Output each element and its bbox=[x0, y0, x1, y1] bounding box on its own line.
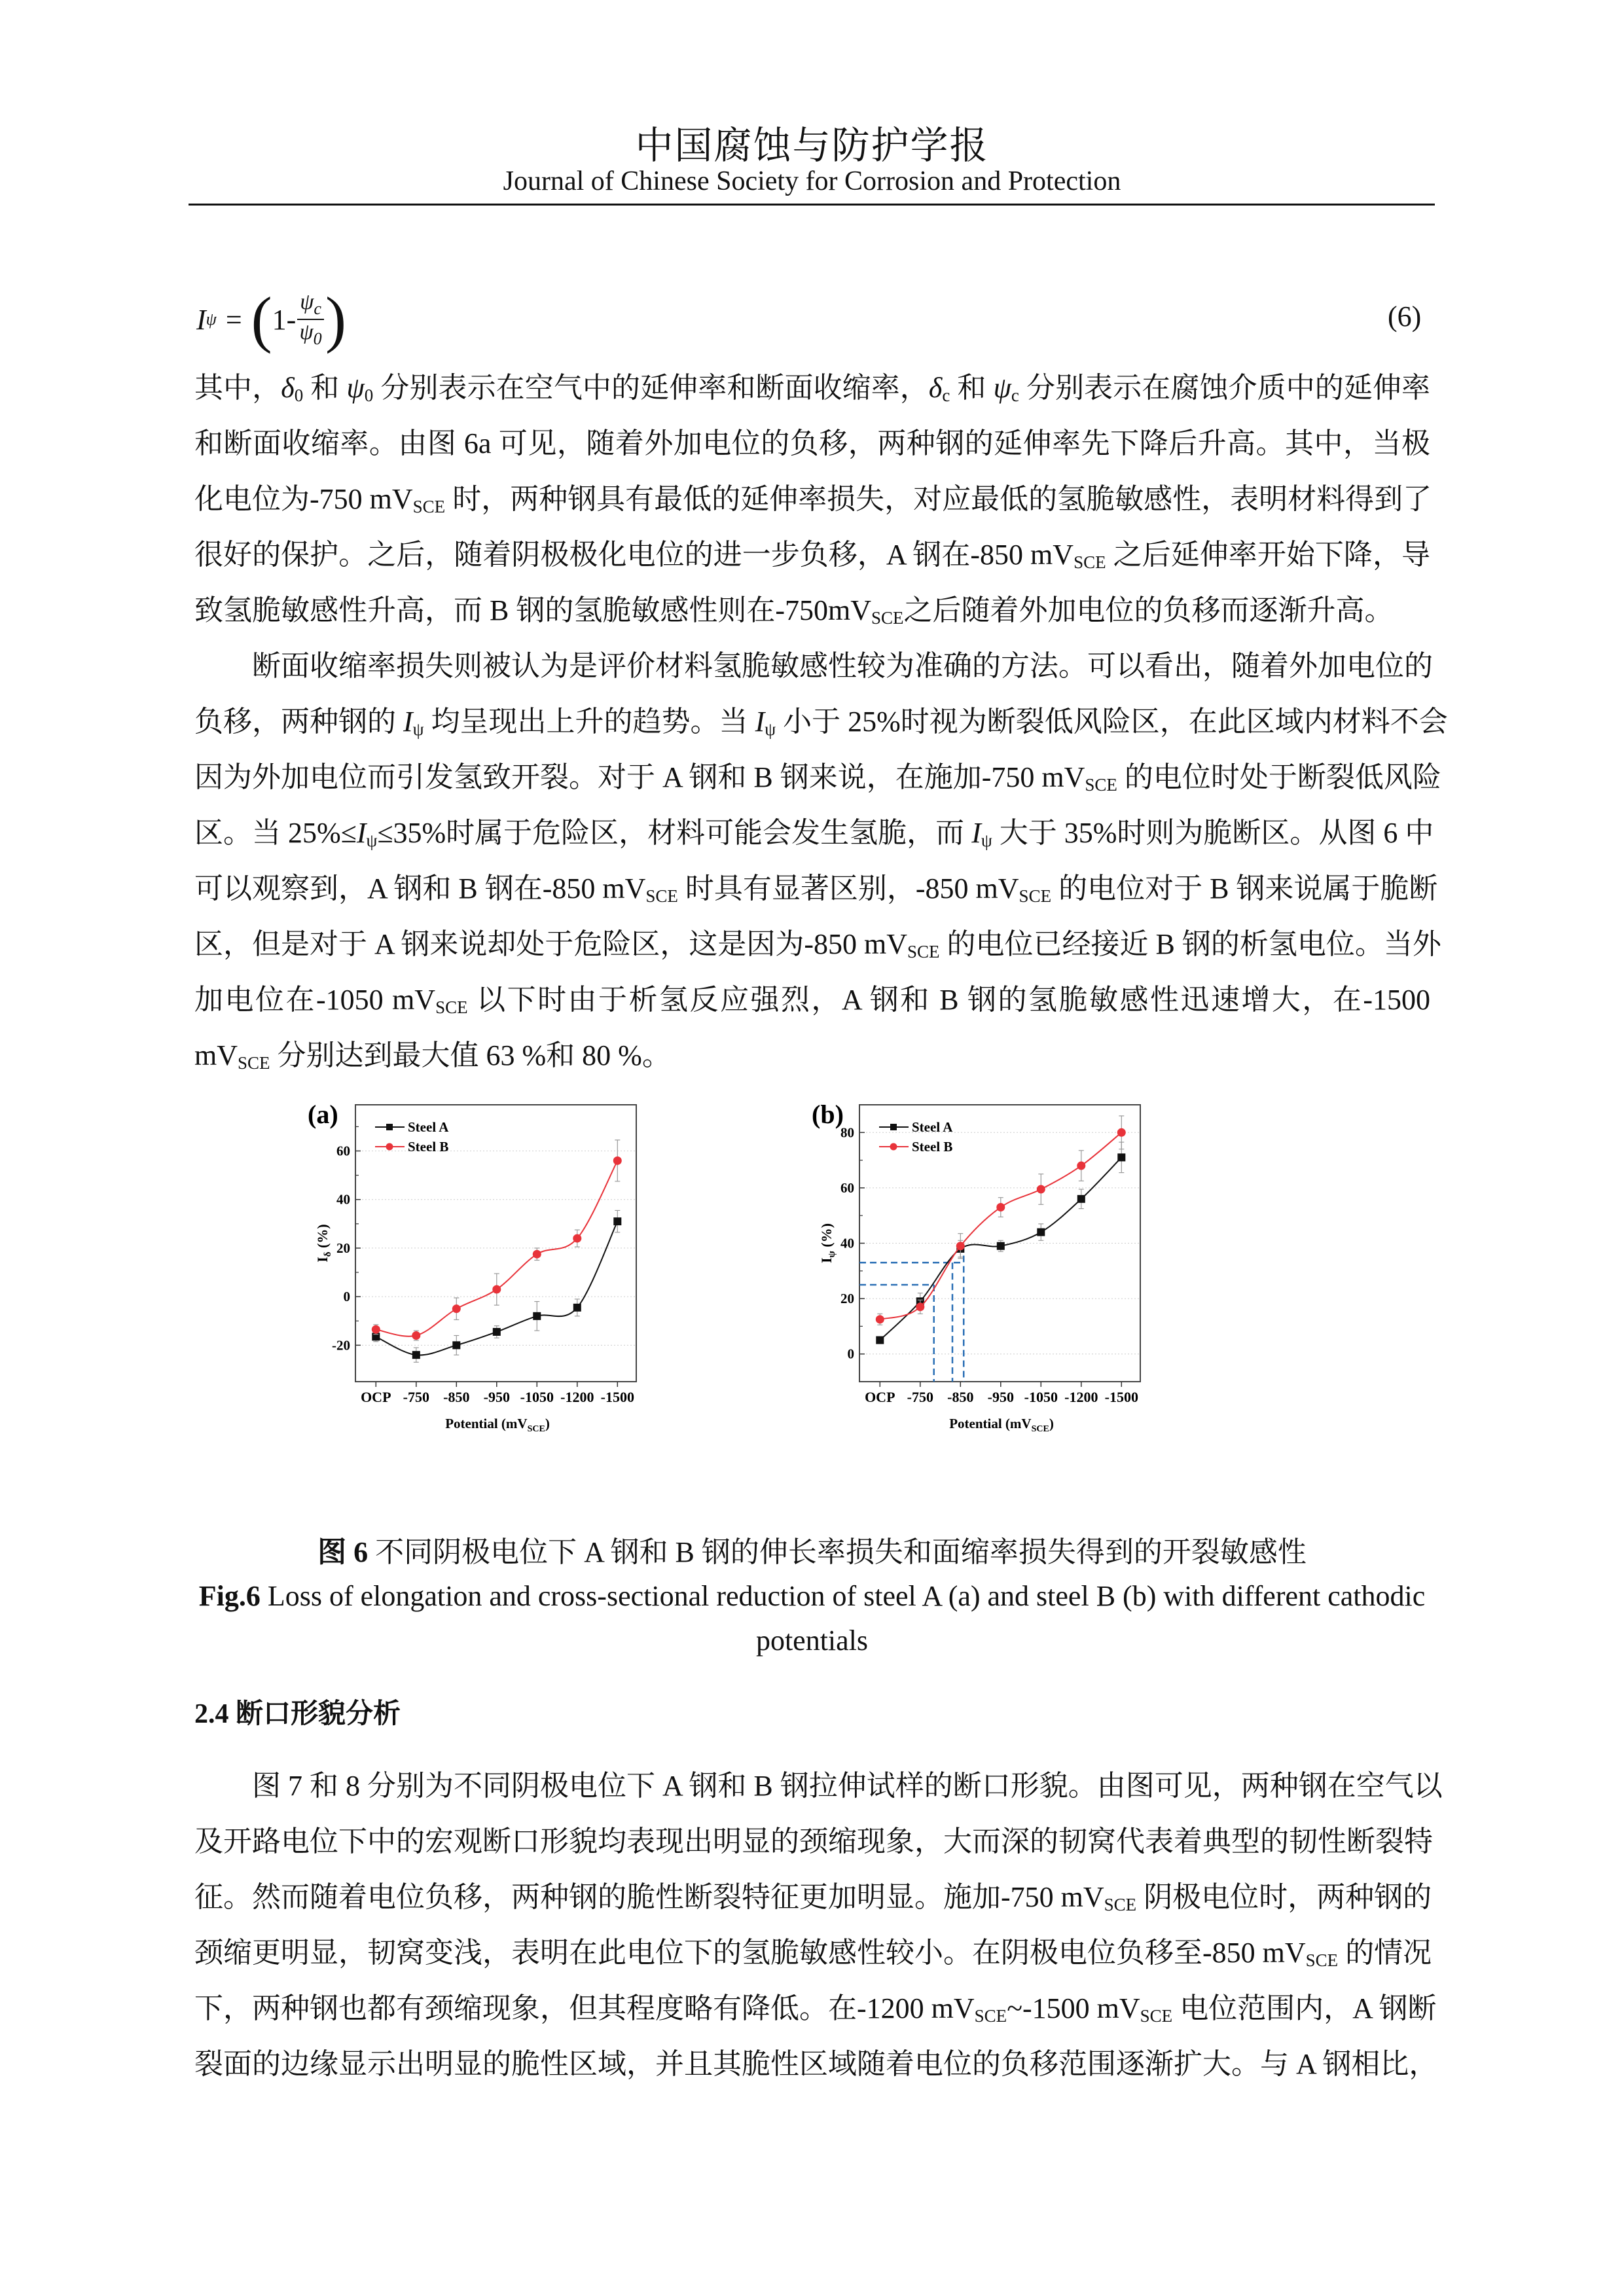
x-tick-label: -1500 bbox=[600, 1389, 634, 1405]
x-tick-label: -950 bbox=[483, 1389, 510, 1405]
text-segment: 断面收缩率损失则被认为是评价材料氢脆敏感性较为准确的方法。可以看出，随着外加电位的 bbox=[252, 650, 1433, 682]
text-line bbox=[194, 1758, 1443, 1814]
text-segment: 时，两种钢具有最低的延伸率损失，对应最低的氢脆敏感性，表明材料得到了 bbox=[445, 483, 1432, 515]
text-segment: I bbox=[971, 817, 981, 849]
paragraph-3 bbox=[194, 1758, 1443, 2092]
text-line bbox=[194, 1869, 1430, 1925]
x-tick-label: -850 bbox=[443, 1389, 470, 1405]
text-line bbox=[194, 972, 1430, 1028]
text-segment: 小于 25%时视为断裂低风险区，在此区域内材料不会 bbox=[776, 706, 1448, 738]
panel-label: (a) bbox=[308, 1100, 338, 1129]
caption-cn-label: 图 6 bbox=[317, 1536, 369, 1568]
data-point bbox=[573, 1234, 581, 1243]
eq-num: ψ bbox=[300, 290, 314, 315]
text-segment: ψ bbox=[981, 831, 992, 850]
legend-label: Steel A bbox=[408, 1119, 449, 1135]
text-segment: 其中， bbox=[194, 372, 281, 404]
text-segment: 之后延伸率开始下降，导 bbox=[1106, 539, 1431, 571]
data-point bbox=[1117, 1128, 1126, 1137]
text-segment: 分别表示在腐蚀介质中的延伸率 bbox=[1019, 372, 1431, 404]
text-line bbox=[194, 638, 1433, 694]
chart-a bbox=[301, 1093, 812, 1512]
data-point bbox=[452, 1341, 460, 1349]
x-tick-label: -1200 bbox=[1064, 1389, 1098, 1405]
text-segment: 负移，两种钢的 bbox=[194, 706, 403, 738]
text-segment: 和断面收缩率。由图 6a 可见，随着外加电位的负移，两种钢的延伸率先下降后升高。其中，当极 bbox=[194, 427, 1430, 459]
text-segment: SCE bbox=[1140, 2006, 1173, 2026]
eq-lhs: I bbox=[196, 303, 206, 336]
text-segment: 和 bbox=[303, 372, 347, 404]
text-segment: 以下时由于析氢反应强烈，A 钢和 B 钢的氢脆敏感性迅速增大，在-1500 bbox=[467, 984, 1430, 1016]
data-point bbox=[876, 1336, 884, 1344]
data-point bbox=[493, 1328, 501, 1336]
data-point bbox=[997, 1242, 1005, 1250]
text-segment: 之后随着外加电位的负移而逐渐升高。 bbox=[903, 594, 1394, 626]
text-segment: ψ bbox=[412, 719, 424, 739]
text-line bbox=[194, 1814, 1433, 1869]
x-tick-label: OCP bbox=[865, 1389, 895, 1405]
legend-label: Steel B bbox=[408, 1139, 449, 1155]
legend-marker bbox=[890, 1124, 897, 1130]
paragraph-1 bbox=[194, 360, 1430, 638]
eq-equals: = bbox=[225, 303, 242, 336]
text-line bbox=[194, 360, 1430, 416]
caption-en-label: Fig.6 bbox=[198, 1580, 261, 1612]
text-segment: c bbox=[1011, 386, 1019, 405]
text-segment: 很好的保护。之后，随着阴极极化电位的进一步负移，A 钢在-850 mV bbox=[194, 539, 1074, 571]
text-segment: 的情况 bbox=[1338, 1937, 1432, 1969]
text-segment: 0 bbox=[364, 386, 374, 405]
journal-title-cn: 中国腐蚀与防护学报 bbox=[635, 124, 989, 167]
data-point bbox=[1037, 1185, 1045, 1194]
text-segment: SCE bbox=[871, 608, 904, 628]
y-tick-label: 0 bbox=[847, 1346, 854, 1362]
text-segment: ≤35%时属于危险区，材料可能会发生氢脆，而 bbox=[377, 817, 972, 849]
eq-den-sub: 0 bbox=[313, 329, 322, 348]
text-segment: ψ bbox=[366, 831, 378, 850]
x-tick-label: -1050 bbox=[1024, 1389, 1058, 1405]
eq-paren-close: ) bbox=[325, 284, 346, 354]
eq-lhs-sub: ψ bbox=[206, 310, 217, 329]
text-line bbox=[194, 416, 1430, 471]
data-point bbox=[1117, 1153, 1125, 1161]
text-segment: 的电位时处于断裂低风险 bbox=[1117, 761, 1441, 793]
eq-den: ψ bbox=[299, 320, 314, 344]
data-point bbox=[996, 1203, 1005, 1211]
caption-en-text-2: potentials bbox=[755, 1624, 869, 1657]
text-segment: δ bbox=[928, 372, 943, 404]
x-axis-label: Potential $(mV_{SCE})$ bbox=[949, 1416, 1054, 1434]
text-segment: 区。当 25%≤ bbox=[194, 817, 357, 849]
text-segment: SCE bbox=[1085, 775, 1117, 795]
text-segment: 下，两种钢也都有颈缩现象，但其程度略有降低。在-1200 mV bbox=[194, 1992, 975, 2024]
y-axis-label: $I_\delta$ (%) bbox=[314, 1224, 333, 1263]
x-tick-label: OCP bbox=[361, 1389, 391, 1405]
data-point bbox=[613, 1217, 621, 1225]
text-segment: SCE bbox=[645, 886, 678, 906]
y-tick-label: 20 bbox=[840, 1291, 854, 1307]
text-segment: 可以观察到，A 钢和 B 钢在-850 mV bbox=[194, 872, 646, 905]
text-line bbox=[194, 805, 1434, 861]
text-segment: I bbox=[755, 706, 765, 738]
caption-cn-text: 不同阴极电位下 A 钢和 B 钢的伸长率损失和面缩率损失得到的开裂敏感性 bbox=[368, 1536, 1307, 1568]
text-line bbox=[194, 527, 1430, 583]
figure-caption-cn bbox=[0, 1528, 1624, 1570]
data-point bbox=[412, 1331, 420, 1340]
x-tick-label: -1200 bbox=[560, 1389, 594, 1405]
text-segment: I bbox=[356, 817, 367, 849]
section-heading: 2.4 断口形貌分析 bbox=[194, 1699, 401, 1729]
text-segment: 颈缩更明显，韧窝变浅，表明在此电位下的氢脆敏感性较小。在阴极电位负移至-850 mV bbox=[194, 1937, 1306, 1969]
text-line bbox=[194, 694, 1448, 749]
text-segment: 征。然而随着电位负移，两种钢的脆性断裂特征更加明显。施加-750 mV bbox=[194, 1881, 1104, 1913]
text-segment: ψ bbox=[993, 372, 1011, 404]
text-segment: SCE bbox=[1104, 1895, 1137, 1914]
x-tick-label: -1500 bbox=[1104, 1389, 1138, 1405]
text-segment: SCE bbox=[1305, 1950, 1339, 1970]
text-segment: 分别表示在空气中的延伸率和断面收缩率， bbox=[373, 372, 929, 404]
caption-en-text: Loss of elongation and cross-sectional reduction of steel A (a) and steel B (b) with different cathodic bbox=[260, 1580, 1426, 1612]
text-segment: SCE bbox=[412, 497, 446, 516]
text-line bbox=[194, 471, 1430, 527]
data-point bbox=[956, 1242, 965, 1250]
x-tick-label: -750 bbox=[403, 1389, 429, 1405]
equation-6 bbox=[196, 284, 346, 354]
text-segment: 加电位在-1050 mV bbox=[194, 984, 436, 1016]
text-segment: 大于 35%时则为脆断区。从图 6 中 bbox=[992, 817, 1434, 849]
x-axis-label: Potential $(mV_{SCE})$ bbox=[445, 1416, 550, 1434]
text-segment: SCE bbox=[974, 2006, 1007, 2026]
text-segment: 因为外加电位而引发氢致开裂。对于 A 钢和 B 钢来说，在施加-750 mV bbox=[194, 761, 1085, 793]
legend-label: Steel B bbox=[912, 1139, 953, 1155]
eq-fraction bbox=[297, 290, 324, 349]
paragraph-2 bbox=[194, 638, 1448, 1083]
data-point bbox=[452, 1304, 461, 1313]
data-point bbox=[533, 1250, 541, 1259]
equation-number: (6) bbox=[1388, 300, 1422, 332]
data-point bbox=[1077, 1162, 1085, 1170]
text-line bbox=[194, 1981, 1437, 2036]
text-segment: I bbox=[403, 706, 413, 738]
text-segment: 和 bbox=[950, 372, 994, 404]
text-line bbox=[194, 583, 1430, 638]
text-segment: SCE bbox=[1074, 552, 1106, 572]
y-tick-label: 60 bbox=[336, 1143, 350, 1159]
text-line bbox=[194, 2036, 1438, 2092]
text-segment: δ bbox=[281, 372, 295, 404]
text-line bbox=[194, 1028, 1430, 1083]
text-segment: 电位范围内，A 钢断 bbox=[1172, 1992, 1437, 2024]
x-tick-label: -850 bbox=[947, 1389, 974, 1405]
legend-marker bbox=[386, 1143, 393, 1151]
y-axis-label: $I_\psi$ (%) bbox=[818, 1223, 837, 1264]
text-segment: 致氢脆敏感性升高，而 B 钢的氢脆敏感性则在-750mV bbox=[194, 594, 871, 626]
data-point bbox=[573, 1304, 581, 1312]
text-segment: 裂面的边缘显示出明显的脆性区域，并且其脆性区域随着电位的负移范围逐渐扩大。与 A 钢相比， bbox=[194, 2048, 1438, 2080]
text-segment: SCE bbox=[435, 997, 468, 1017]
text-segment: 分别达到最大值 63 %和 80 %。 bbox=[270, 1039, 671, 1071]
text-segment: 时具有显著区别，-850 mV bbox=[677, 872, 1019, 905]
data-point bbox=[1037, 1229, 1045, 1236]
text-segment: ψ bbox=[765, 719, 776, 739]
data-point bbox=[492, 1285, 501, 1294]
legend-marker bbox=[890, 1143, 897, 1151]
x-tick-label: -950 bbox=[987, 1389, 1014, 1405]
text-segment: 阴极电位时，两种钢的 bbox=[1136, 1881, 1432, 1913]
data-point bbox=[613, 1157, 622, 1165]
text-segment: 区，但是对于 A 钢来说却处于危险区，这是因为-850 mV bbox=[194, 928, 907, 960]
panel-label: (b) bbox=[812, 1100, 844, 1129]
y-tick-label: 80 bbox=[840, 1124, 854, 1141]
text-segment: c bbox=[942, 386, 950, 405]
series-line-steel-b bbox=[880, 1132, 1121, 1319]
data-point bbox=[412, 1351, 420, 1359]
text-segment: 0 bbox=[294, 386, 304, 405]
text-segment: 化电位为-750 mV bbox=[194, 483, 413, 515]
x-tick-label: -750 bbox=[907, 1389, 933, 1405]
text-segment: mV bbox=[194, 1039, 238, 1071]
y-tick-label: 40 bbox=[840, 1235, 854, 1251]
text-segment: ~-1500 mV bbox=[1007, 1992, 1140, 2024]
text-segment: 及开路电位下中的宏观断口形貌均表现出明显的颈缩现象，大而深的韧窝代表着典型的韧性断裂特 bbox=[194, 1825, 1433, 1857]
text-line bbox=[194, 749, 1441, 805]
data-point bbox=[1077, 1195, 1085, 1203]
text-segment: 的电位对于 B 钢来说属于脆断 bbox=[1051, 872, 1438, 905]
y-tick-label: -20 bbox=[332, 1337, 350, 1354]
series-line-steel-b bbox=[376, 1160, 617, 1336]
legend-marker bbox=[386, 1124, 393, 1130]
eq-num-sub: c bbox=[314, 299, 321, 318]
text-segment: 图 7 和 8 分别为不同阴极电位下 A 钢和 B 钢拉伸试样的断口形貌。由图可见，两种钢在空气以 bbox=[252, 1770, 1443, 1802]
y-tick-label: 60 bbox=[840, 1179, 854, 1196]
chart-b bbox=[805, 1093, 1316, 1512]
figure-caption-en bbox=[0, 1574, 1624, 1663]
y-tick-label: 40 bbox=[336, 1191, 350, 1208]
header-rule bbox=[189, 204, 1435, 206]
text-segment: SCE bbox=[907, 942, 940, 961]
eq-one: 1- bbox=[272, 303, 297, 336]
text-segment: 的电位已经接近 B 钢的析氢电位。当外 bbox=[939, 928, 1441, 960]
text-segment: SCE bbox=[1019, 886, 1052, 906]
eq-paren-open: ( bbox=[251, 284, 272, 354]
text-segment: 均呈现出上升的趋势。当 bbox=[424, 706, 755, 738]
data-point bbox=[876, 1315, 884, 1323]
text-line bbox=[194, 861, 1438, 916]
y-tick-label: 0 bbox=[343, 1289, 350, 1305]
text-line bbox=[194, 916, 1441, 972]
legend-label: Steel A bbox=[912, 1119, 953, 1135]
y-tick-label: 20 bbox=[336, 1240, 350, 1256]
text-segment: SCE bbox=[238, 1053, 270, 1073]
text-segment: ψ bbox=[346, 372, 365, 404]
data-point bbox=[533, 1312, 541, 1320]
text-line bbox=[194, 1925, 1430, 1981]
data-point bbox=[372, 1325, 380, 1334]
x-tick-label: -1050 bbox=[520, 1389, 554, 1405]
data-point bbox=[916, 1302, 924, 1311]
journal-title-en: Journal of Chinese Society for Corrosion and Protection bbox=[503, 166, 1121, 196]
